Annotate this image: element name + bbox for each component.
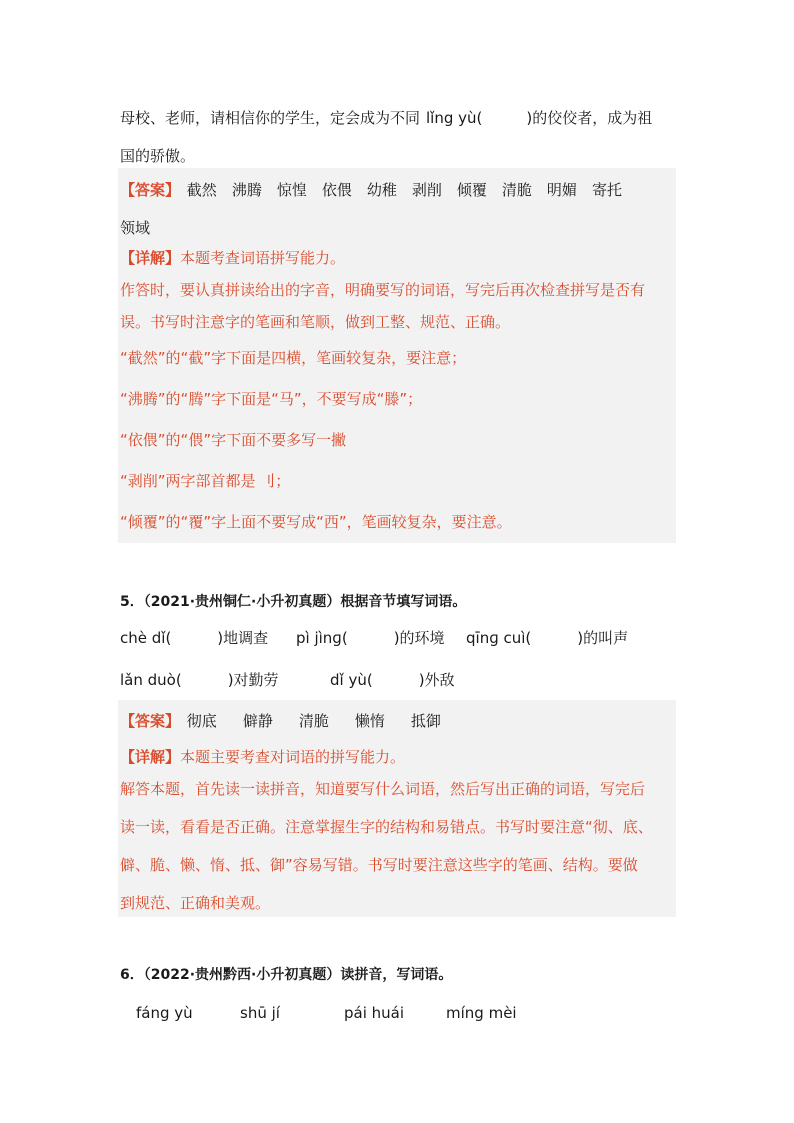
q5-detail-title: 【详解】本题主要考查对词语的拼写能力。 [120, 748, 406, 766]
q4-answer-words [185, 181, 622, 199]
q4-note3: “依偎”的“偎”字下面不要多写一撇 [120, 431, 347, 449]
q4-note4: “剥削”两字部首都是 刂； [120, 472, 291, 490]
q6-pinyin-2: shū jí [240, 1004, 280, 1022]
q5-item-5: dǐ yù( )外敌 [330, 671, 455, 689]
q5-item-2: pì jìnɡ( )的环境 [296, 629, 445, 647]
q4-answer-word: 清脆 [501, 181, 532, 199]
q4-answer-cont: 领域 [120, 219, 151, 237]
q5-answer-word: 抵御 [410, 712, 441, 730]
q5-detail-l2: 读一读，看看是否正确。注意掌握生字的结构和易错点。书写时要注意“彻、底、 [120, 818, 653, 836]
q4-answer-word: 倾覆 [456, 181, 487, 199]
q4-detail-p1-l2: 误。书写时注意字的笔画和笔顺，做到工整、规范、正确。 [120, 313, 511, 331]
q4-detail-p1-l1: 作答时，要认真拼读给出的字音，明确要写的词语，写完后再次检查拼写是否有 [120, 281, 646, 299]
q5-answer-word: 懒惰 [354, 712, 385, 730]
q6-pinyin-1: fáng yù [136, 1004, 193, 1022]
q4-note5: “倾覆”的“覆”字上面不要写成“西”，笔画较复杂，要注意。 [120, 513, 512, 531]
q5-heading: 5．（2021·贵州铜仁·小升初真题）根据音节填写词语。 [120, 594, 467, 610]
q4-sentence-line2: 国的骄傲。 [120, 147, 196, 165]
q5-answer-box [118, 700, 676, 917]
q5-detail-l3: 僻、脆、懒、惰、抵、御”容易写错。书写时要注意这些字的笔画、结构。要做 [120, 856, 638, 874]
q5-answer-line: 【答案】 彻底 僻静 清脆 懒惰 抵御 [120, 712, 441, 730]
q4-answer-word: 明媚 [546, 181, 577, 199]
q5-item-3: qīnɡ cuì( )的叫声 [466, 629, 629, 647]
q5-answer-word: 彻底 [186, 712, 217, 730]
q5-detail-l1: 解答本题，首先读一读拼音，知道要写什么词语，然后写出正确的词语，写完后 [120, 780, 646, 798]
q5-item-4: lǎn duò( )对勤劳 [120, 671, 279, 689]
q5-answer-word: 僻静 [242, 712, 273, 730]
q4-note2: “沸腾”的“腾”字下面是“马”，不要写成“滕”； [120, 390, 423, 408]
q6-heading: 6．（2022·贵州黔西·小升初真题）读拼音，写词语。 [120, 967, 453, 983]
q6-pinyin-3: pái huái [344, 1004, 405, 1022]
q4-answer-word: 惊惶 [276, 181, 307, 199]
q5-detail-l4: 到规范、正确和美观。 [120, 894, 271, 912]
q4-answer-line: 【答案】 截然 沸腾 惊惶 依偎 幼稚 剥削 倾覆 清脆 明媚 寄托 [120, 181, 622, 199]
q4-note1: “截然”的“截”字下面是四横，笔画较复杂，要注意； [120, 349, 467, 367]
q4-answer-word: 依偎 [321, 181, 352, 199]
q5-answer-words [185, 712, 441, 730]
q4-answer-word: 截然 [186, 181, 217, 199]
q5-answer-word: 清脆 [298, 712, 329, 730]
q4-answer-word: 寄托 [591, 181, 622, 199]
q6-pinyin-4: míng mèi [446, 1004, 517, 1022]
q4-detail-title: 【详解】本题考查词语拼写能力。 [120, 249, 346, 267]
q4-sentence-line1: 母校、老师，请相信你的学生，定会成为不同 lǐng yù( )的佼佼者，成为祖 [120, 109, 653, 127]
q4-answer-word: 沸腾 [231, 181, 262, 199]
q4-answer-word: 剥削 [411, 181, 442, 199]
q4-answer-word: 幼稚 [366, 181, 397, 199]
q5-item-1: chè dǐ( )地调查 [120, 629, 269, 647]
